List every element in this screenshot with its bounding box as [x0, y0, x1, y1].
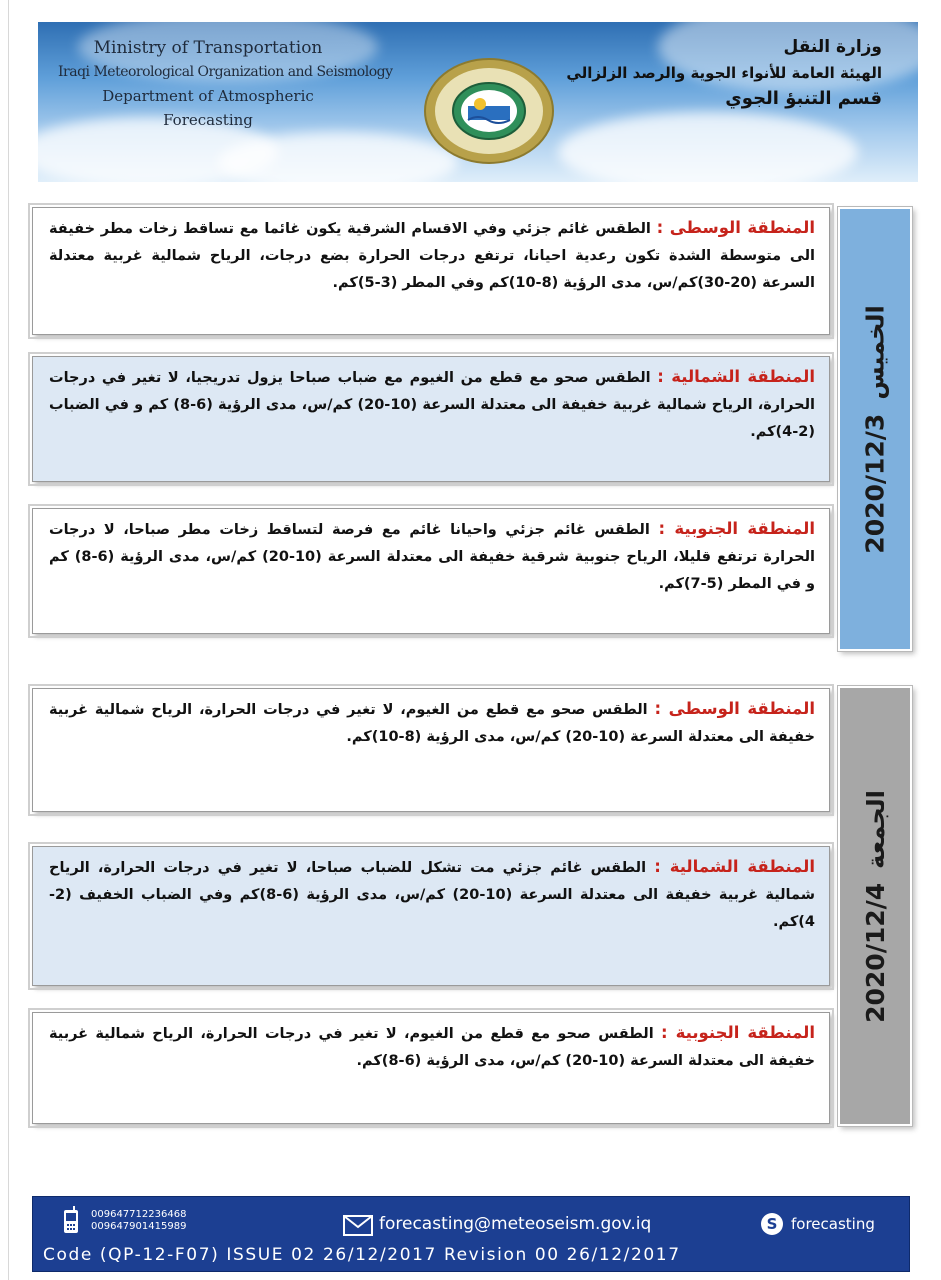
footer-bar: [32, 1196, 910, 1272]
region-label: المنطقة الجنوبية :: [661, 1023, 815, 1042]
organization-name-ar: الهيئة العامة للأنواء الجوية والرصد الزلزالي: [566, 64, 882, 82]
forecast-text: الطقس صحو مع قطع من الغيوم، لا تغير في درجات الحرارة، الرياح شمالية غربية خفيفة الى معتدلة السرعة (10-20) كم/س، مدى الرؤية (8-10)كم.: [49, 702, 815, 745]
weekday-day2: الجمعة: [861, 789, 890, 869]
page-edge-line: [8, 0, 9, 1280]
forecast-text: الطقس صحو مع قطع من الغيوم، لا تغير في درجات الحرارة، الرياح شمالية غربية خفيفة الى معتدلة السرعة (10-20) كم/س، مدى الرؤية (6-8)كم.: [49, 1026, 815, 1069]
forecast-text: الطقس غائم جزئي وفي الاقسام الشرقية يكون غائما مع تساقط زخات مطر خفيفة الى متوسطة الشدة تكون رعدية احيانا، ترتفع درجات الحرارة بضع درجات، الرياح شمالية غربية معتدلة السرعة (20-30)كم/س، مدى الرؤية (8-10)كم وفي المطر (3-5)كم.: [49, 221, 815, 291]
date-bar-day2: [838, 686, 912, 1126]
department-name-en: Department of Atmospheric Forecasting: [102, 87, 314, 129]
forecast-box-day2-south: [32, 1012, 830, 1124]
region-label: المنطقة الشمالية :: [657, 367, 815, 386]
department-name-ar: قسم التنبؤ الجوي: [725, 88, 882, 109]
forecast-box-day1-north: [32, 356, 830, 482]
forecast-box-day1-south: [32, 508, 830, 634]
email-address[interactable]: forecasting@meteoseism.gov.iq: [379, 1214, 652, 1234]
skype-icon: S: [761, 1213, 783, 1235]
skype-handle[interactable]: forecasting: [791, 1215, 875, 1233]
forecast-box-day2-central: [32, 688, 830, 812]
ministry-name-en: Ministry of Transportation: [93, 38, 323, 58]
region-label: المنطقة الجنوبية :: [658, 519, 815, 538]
date-day2: 2020/12/4: [860, 882, 890, 1023]
phone-number-1: 009647712236468: [91, 1209, 187, 1220]
forecast-text: الطقس غائم جزئي واحيانا غائم مع فرصة لتساقط زخات مطر صباحا، لا درجات الحرارة ترتفع قليلا، الرياح جنوبية شرقية خفيفة الى معتدلة السرعة (10-20) كم/س، مدى الرؤية (6-8) كم و في المطر (5-7)كم.: [49, 522, 815, 592]
organization-logo-icon: [422, 56, 556, 166]
ministry-name-ar: وزارة النقل: [783, 37, 882, 57]
organization-name-en: Iraqi Meteorological Organization and Seismology: [58, 64, 393, 80]
phone-number-2: 009647901415989: [91, 1221, 187, 1232]
date-bar-day1: [838, 207, 912, 651]
date-day1: 2020/12/3: [860, 413, 890, 554]
header-banner: [38, 22, 918, 182]
envelope-icon: [343, 1215, 373, 1236]
mobile-phone-icon: [63, 1206, 79, 1234]
english-header: [58, 36, 393, 132]
region-label: المنطقة الوسطى :: [654, 699, 815, 718]
forecast-text: الطقس صحو مع قطع من الغيوم مع ضباب صباحا يزول تدريجيا، لا تغير في درجات الحرارة، الرياح شمالية غربية خفيفة الى معتدلة السرعة (10-20) كم/س، مدى الرؤية (6-8) كم و في الضباب (2-4)كم.: [49, 370, 815, 440]
region-label: المنطقة الشمالية :: [654, 857, 815, 876]
forecast-box-day1-central: [32, 207, 830, 335]
forecast-box-day2-north: [32, 846, 830, 986]
forecast-text: الطقس غائم جزئي مت تشكل للضباب صباحا، لا تغير في درجات الحرارة، الرياح شمالية غربية خفيفة الى معتدلة السرعة (10-20) كم/س، مدى الرؤية (6-8)كم وفي الضباب الخفيف (2-4)كم.: [49, 860, 815, 930]
document-code-line: Code (QP-12-F07) ISSUE 02 26/12/2017 Revision 00 26/12/2017: [43, 1245, 681, 1265]
weekday-day1: الخميس: [861, 304, 890, 400]
arabic-header: [566, 34, 882, 112]
region-label: المنطقة الوسطى :: [656, 218, 815, 237]
phone-numbers: [91, 1209, 186, 1233]
